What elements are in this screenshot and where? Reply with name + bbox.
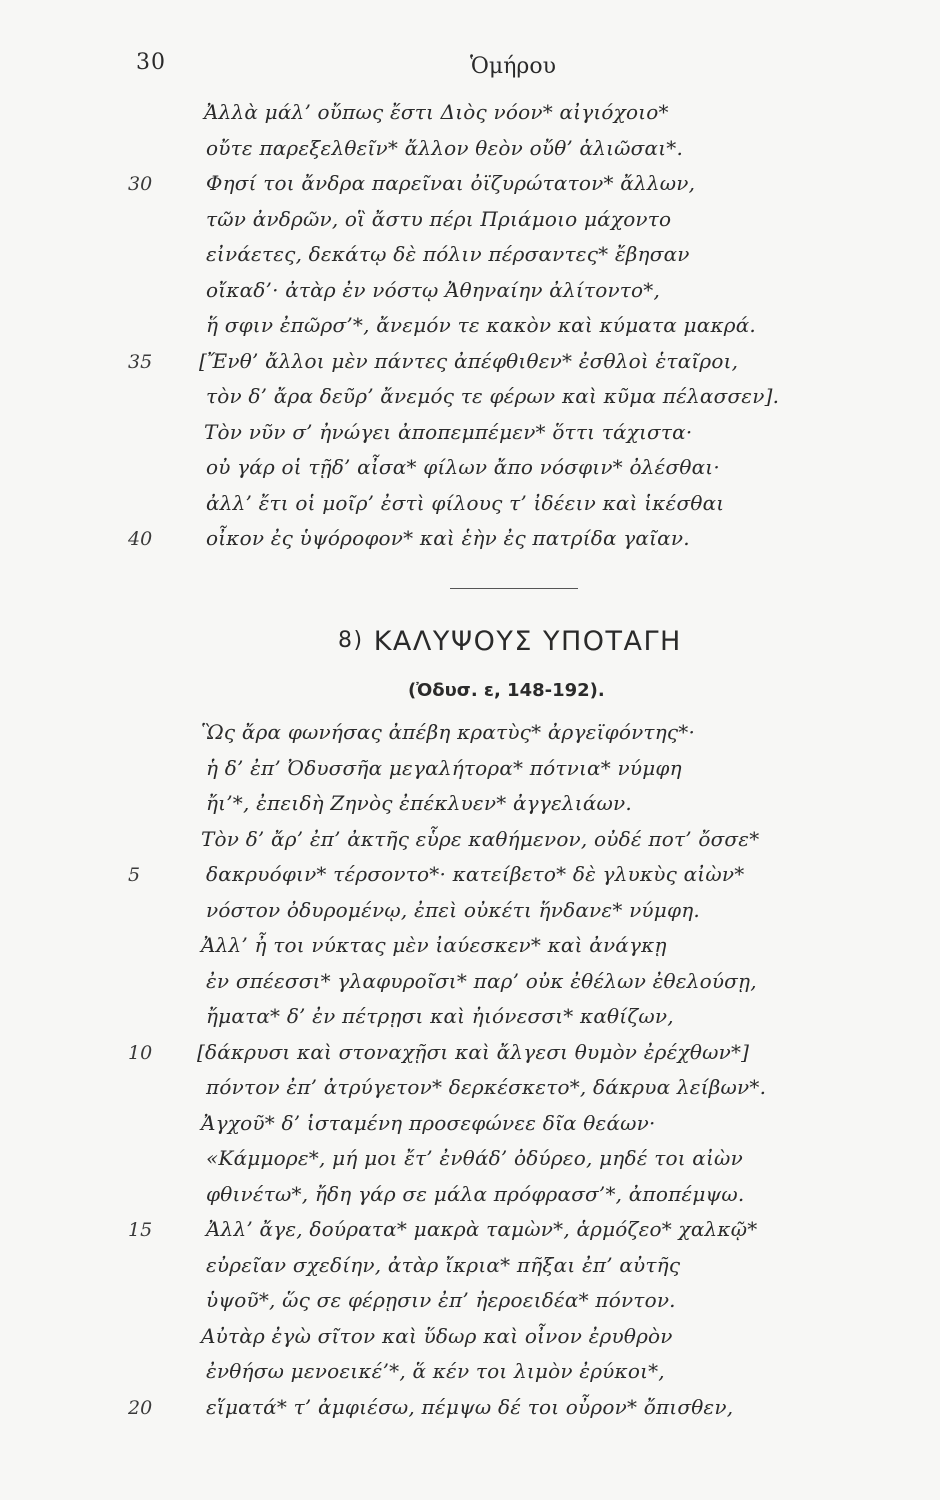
verse-text: Ἀγχοῦ* δ’ ἱσταμένη προσεφώνεε δῖα θεάων· (201, 1110, 656, 1135)
verse-line (0, 1182, 940, 1219)
verse-text: ὑψοῦ*, ὥς σε φέρῃσιν ἐπ’ ἠεροειδέα* πόντον. (206, 1288, 676, 1312)
verse-line (0, 1075, 940, 1112)
verse-line (0, 491, 940, 528)
verse-line (0, 313, 940, 350)
verse-text: εἰνάετες, δεκάτῳ δὲ πόλιν πέρσαντες* ἔβησαν (206, 242, 690, 266)
verse-text: ἡ δ’ ἐπ’ Ὀδυσσῆα μεγαλήτορα* πότνια* νύμφη (206, 755, 682, 780)
verse-text: [Ἔνθ’ ἄλλοι μὲν πάντες ἀπέφθιθεν* ἐσθλοὶ ἑταῖροι, (199, 348, 739, 373)
verse-line (0, 349, 940, 386)
verse-text: δακρυόφιν* τέρσοντο*· κατείβετο* δὲ γλυκὺς αἰὼν* (206, 862, 745, 886)
verse-line (0, 827, 940, 864)
verse-line (0, 756, 940, 793)
verse-line (0, 526, 940, 563)
verse-line (0, 1146, 940, 1183)
verse-line (0, 1253, 940, 1290)
verse-text: εἵματά* τ’ ἀμφιέσω, πέμψω δέ τοι οὖρον* ὄπισθεν, (206, 1394, 734, 1419)
verse-line (0, 420, 940, 457)
verse-line (0, 1040, 940, 1077)
verse-text: φθινέτω*, ἤδη γάρ σε μάλα πρόφρασσ’*, ἀποπέμψω. (206, 1181, 745, 1206)
line-number: 35 (128, 350, 153, 373)
verse-text: Τὸν νῦν σ’ ἠνώγει ἀποπεμπέμεν* ὅττι τάχιστα· (204, 419, 693, 444)
verse-line (0, 207, 940, 244)
verse-text: ἤματα* δ’ ἐν πέτρῃσι καὶ ἠιόνεσσι* καθίζων, (206, 1004, 674, 1028)
section-number: 8) (338, 628, 364, 653)
verse-text: οὐ γάρ οἱ τῇδ’ αἶσα* φίλων ἄπο νόσφιν* ὀλέσθαι· (206, 455, 720, 479)
verse-line (0, 1395, 940, 1432)
verse-text: πόντον ἐπ’ ἀτρύγετον* δερκέσκετο*, δάκρυα λείβων*. (206, 1075, 767, 1099)
verse-text: οἴκαδ’· ἀτὰρ ἐν νόστῳ Ἀθηναίην ἀλίτοντο*, (206, 277, 661, 302)
verse-line (0, 455, 940, 492)
verse-text: νόστον ὀδυρομένῳ, ἐπεὶ οὐκέτι ἥνδανε* νύμφη. (206, 897, 700, 922)
verse-line (0, 720, 940, 757)
verse-text: ἥ σφιν ἐπῶρσ’*, ἄνεμόν τε κακὸν καὶ κύματα μακρά. (206, 313, 756, 337)
section-divider (450, 588, 578, 589)
verse-line (0, 1004, 940, 1041)
verse-line (0, 136, 940, 173)
verse-text: ἀλλ’ ἔτι οἱ μοῖρ’ ἐστὶ φίλους τ’ ἰδέειν καὶ ἱκέσθαι (206, 490, 725, 515)
verse-line (0, 933, 940, 970)
verse-text: ἐνθήσω μενοεικέ’*, ἅ κέν τοι λιμὸν ἐρύκοι*, (206, 1359, 665, 1383)
verse-text: οὔτε παρεξελθεῖν* ἄλλον θεὸν οὔθ’ ἁλιῶσαι*. (206, 135, 684, 160)
line-number: 30 (128, 173, 153, 195)
line-number: 15 (128, 1219, 153, 1241)
verse-line (0, 242, 940, 279)
verse-text: ἤι’*, ἐπειδὴ Ζηνὸς ἐπέκλυεν* ἀγγελιάων. (206, 791, 632, 815)
line-number: 20 (128, 1396, 153, 1419)
verse-line (0, 898, 940, 935)
verse-line (0, 1111, 940, 1148)
verse-line (0, 100, 940, 137)
verse-line (0, 171, 940, 208)
section-title (338, 626, 682, 657)
verse-text: τῶν ἀνδρῶν, οἳ ἄστυ πέρι Πριάμοιο μάχοντο (206, 206, 672, 231)
section-title-text: ΚΑΛΥΨΟΥΣ ΥΠΟΤΑΓΗ (373, 626, 682, 657)
verse-line (0, 1359, 940, 1396)
verse-text: Ἀλλ’ ἄγε, δούρατα* μακρὰ ταμὼν*, ἁρμόζεο* χαλκῷ* (206, 1217, 758, 1241)
verse-line (0, 1217, 940, 1254)
verse-text: οἶκον ἐς ὑψόροφον* καὶ ἑὴν ἐς πατρίδα γαῖαν. (206, 526, 690, 550)
verse-text: [δάκρυσι καὶ στοναχῇσι καὶ ἄλγεσι θυμὸν ἐρέχθων*] (197, 1039, 750, 1064)
verse-text: τὸν δ’ ἄρα δεῦρ’ ἄνεμός τε φέρων καὶ κῦμα πέλασσεν]. (206, 384, 780, 408)
verse-text: Αὐτὰρ ἐγὼ σῖτον καὶ ὕδωρ καὶ οἶνον ἐρυθρὸν (201, 1323, 673, 1348)
verse-text: Ἀλλὰ μάλ’ οὔπως ἔστι Διὸς νόον* αἰγιόχοιο* (204, 100, 669, 124)
verse-line (0, 278, 940, 315)
running-head: Ὁμήρου (470, 54, 556, 79)
line-number: 5 (128, 864, 141, 886)
verse-text: Φησί τοι ἄνδρα παρεῖναι ὀϊζυρώτατον* ἄλλων, (206, 171, 696, 195)
verse-line (0, 862, 940, 899)
verse-text: Τὸν δ’ ἄρ’ ἐπ’ ἀκτῆς εὗρε καθήμενον, οὐδέ ποτ’ ὄσσε* (201, 826, 760, 851)
verse-line (0, 384, 940, 421)
verse-line (0, 969, 940, 1006)
verse-line (0, 791, 940, 828)
source-reference: (Ὀδυσ. ε, 148-192). (408, 680, 605, 701)
line-number: 10 (128, 1041, 153, 1064)
verse-text: Ὣς ἄρα φωνήσας ἀπέβη κρατὺς* ἀργεϊφόντης*· (201, 720, 696, 744)
verse-text: εὐρεῖαν σχεδίην, ἀτὰρ ἴκρια* πῆξαι ἐπ’ αὐτῆς (206, 1252, 681, 1277)
verse-text: Ἀλλ’ ἦ τοι νύκτας μὲν ἰαύεσκεν* καὶ ἀνάγκῃ (201, 933, 667, 957)
line-number: 40 (128, 528, 153, 550)
verse-text: «Κάμμορε*, μή μοι ἔτ’ ἐνθάδ’ ὀδύρεο, μηδέ τοι αἰὼν (206, 1146, 743, 1170)
verse-line (0, 1324, 940, 1361)
verse-text: ἐν σπέεσσι* γλαφυροῖσι* παρ’ οὐκ ἐθέλων ἐθελούσῃ, (206, 968, 757, 993)
page-number: 30 (136, 50, 166, 75)
verse-line (0, 1288, 940, 1325)
